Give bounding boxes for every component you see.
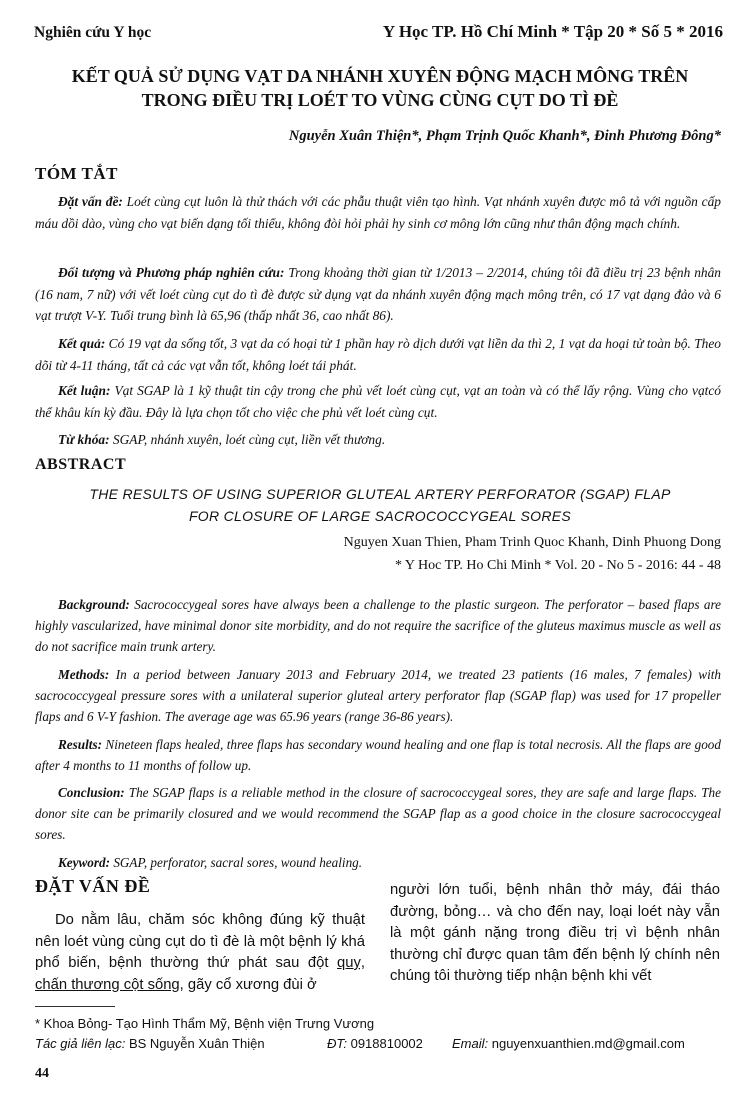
abstract-text: Sacrococcygeal sores have always been a challenge to the plastic surgeon. The perforator – based flaps are highly vascularized, have minimal donor site morbidity, and do not require the sacrifice of the gluteus maximus muscle as well as do not sacrifice main trunk artery. — [35, 597, 721, 654]
abstract-paragraph — [35, 734, 721, 776]
summary-label: Đặt vấn đề: — [58, 194, 123, 209]
introduction-right-column: người lớn tuổi, bệnh nhân thở máy, đái tháo đường, bỏng… và cho đến nay, loại loét này vẫn là một gánh nặng trong điều trị vì bệnh nhân thường chỉ được quan tâm đến bệnh lý chính nên chúng tôi thường tiếp nhận bệnh khi vết — [390, 882, 720, 984]
journal-issue-header: Y Học TP. Hồ Chí Minh * Tập 20 * Số 5 * 2016 — [382, 22, 723, 41]
summary-text: SGAP, nhánh xuyên, loét cùng cụt, liền vết thương. — [109, 432, 386, 447]
abstract-paragraph — [35, 782, 721, 845]
summary-text: Có 19 vạt da sống tốt, 3 vạt da có hoại tử 1 phần hay rò dịch dưới vạt liền da thì 2, 1 vạt da hoại tử toàn bộ. Theo dõi từ 4-11 tháng, tất cả các vạt vẫn tốt, không loét tái phát. — [35, 336, 721, 373]
summary-paragraph — [35, 429, 721, 451]
summary-text: Trong khoảng thời gian từ 1/2013 – 2/2014, chúng tôi đã điều trị 23 bệnh nhân (16 nam, 7 nữ) với vết loét cùng cụt do tì đè được sử dụng vạt da nhánh xuyên động mạch mông trên, có 17 vạt dạng đảo và 6 vạt trượt V-Y. Tuổi trung bình là 65,96 (thấp nhất 36, cao nhất 86). — [35, 265, 721, 323]
author-affiliation: * Khoa Bỏng- Tạo Hình Thẩm Mỹ, Bệnh viện Trưng Vương — [35, 1016, 375, 1031]
summary-heading: TÓM TẮT — [35, 164, 119, 183]
summary-label: Kết quả: — [58, 336, 106, 351]
abstract-paragraph — [35, 852, 721, 873]
summary-label: Kết luận: — [58, 383, 111, 398]
email-address: nguyenxuanthien.md@gmail.com — [488, 1036, 685, 1051]
email-label: Email: — [452, 1036, 489, 1051]
intro-text: gãy cổ xương đùi ở — [183, 976, 317, 993]
english-authors: Nguyen Xuan Thien, Pham Trinh Quoc Khanh, Dinh Phuong Dong — [343, 535, 721, 550]
abstract-text: The SGAP flaps is a reliable method in the closure of sacrococcygeal sores, they are safe and large flaps. The donor site can be primarily closured and we would recommend the SGAP flap as a good choice in the closure sacrococcygeal sores. — [35, 785, 721, 842]
article-title-line-2: TRONG ĐIỀU TRỊ LOÉT TO VÙNG CÙNG CỤT DO TÌ ĐÈ — [141, 90, 619, 110]
introduction-left-column — [35, 910, 365, 996]
contact-name: BS Nguyễn Xuân Thiện — [125, 1036, 265, 1051]
english-title-line-1: THE RESULTS OF USING SUPERIOR GLUTEAL ARTERY PERFORATOR (SGAP) FLAP — [89, 486, 671, 502]
contact-author — [35, 1036, 265, 1051]
summary-label: Đối tượng và Phương pháp nghiên cứu: — [58, 265, 285, 280]
abstract-label: Background: — [58, 597, 130, 612]
abstract-text: In a period between January 2013 and February 2014, we treated 23 patients (16 males, 7 females) with sacrococcygeal pressure sores with a unilateral superior gluteal artery perforator flap (SGAP flap) was used for 17 propeller flaps and 6 V-Y fashion. The average age was 65.96 years (range 36-86 years). — [35, 667, 721, 724]
summary-paragraph — [35, 333, 721, 376]
abstract-paragraph — [35, 664, 721, 727]
summary-label: Từ khóa: — [58, 432, 110, 447]
abstract-heading: ABSTRACT — [35, 456, 127, 473]
introduction-heading: ĐẶT VẤN ĐỀ — [35, 876, 151, 896]
abstract-label: Results: — [58, 737, 102, 752]
abstract-label: Keyword: — [58, 855, 111, 870]
intro-text: Do nằm lâu, chăm sóc không đúng kỹ thuật nên loét vùng cùng cụt do tì đè là một bệnh lý khá phổ biến, bệnh thường thứ phát sau đột — [35, 912, 365, 971]
abstract-text: Nineteen flaps healed, three flaps has secondary wound healing and one flap is total necrosis. All the flaps are good after 4 months to 11 months of follow up. — [35, 737, 721, 773]
english-title-line-2: FOR CLOSURE OF LARGE SACROCOCCYGEAL SORES — [188, 508, 572, 524]
abstract-text: SGAP, perforator, sacral sores, wound healing. — [110, 855, 363, 870]
contact-label: Tác giả liên lạc: — [35, 1036, 126, 1051]
page-number: 44 — [35, 1066, 49, 1081]
abstract-label: Conclusion: — [58, 785, 125, 800]
intro-underlined-text: quỵ, chấn thương cột sống, — [35, 955, 365, 993]
journal-section-label: Nghiên cứu Y học — [34, 24, 152, 41]
summary-paragraph — [35, 191, 721, 234]
phone-label: ĐT: — [327, 1036, 347, 1051]
summary-paragraph — [35, 380, 721, 423]
abstract-paragraph — [35, 594, 721, 657]
contact-email — [452, 1036, 685, 1051]
phone-number: 0918810002 — [346, 1036, 423, 1051]
contact-phone — [327, 1036, 423, 1051]
article-authors: Nguyễn Xuân Thiện*, Phạm Trịnh Quốc Khanh*, Đinh Phương Đông* — [288, 128, 721, 144]
summary-text: Loét cùng cụt luôn là thử thách với các phẫu thuật viên tạo hình. Vạt nhánh xuyên được mô tả với nguồn cấp máu dồi dào, vùng cho vạt biến dạng tối thiểu, không đòi hỏi phải hy sinh cơ mông lớn cũng như thân động mạch chính. — [35, 194, 721, 231]
article-title-line-1: KẾT QUẢ SỬ DỤNG VẠT DA NHÁNH XUYÊN ĐỘNG MẠCH MÔNG TRÊN — [71, 66, 689, 86]
summary-paragraph — [35, 262, 721, 327]
abstract-label: Methods: — [58, 667, 110, 682]
summary-text: Vạt SGAP là 1 kỹ thuật tin cậy trong che phủ vết loét cùng cụt, vạt an toàn và có thể lấy rộng. Vùng cho vạtcó thể khâu kín kỳ đầu. Đây là lựa chọn tốt cho việc che phủ vết loét cùng cụt. — [35, 383, 721, 420]
footnote-divider — [35, 1006, 115, 1007]
citation: * Y Hoc TP. Ho Chi Minh * Vol. 20 - No 5 - 2016: 44 - 48 — [394, 558, 721, 573]
